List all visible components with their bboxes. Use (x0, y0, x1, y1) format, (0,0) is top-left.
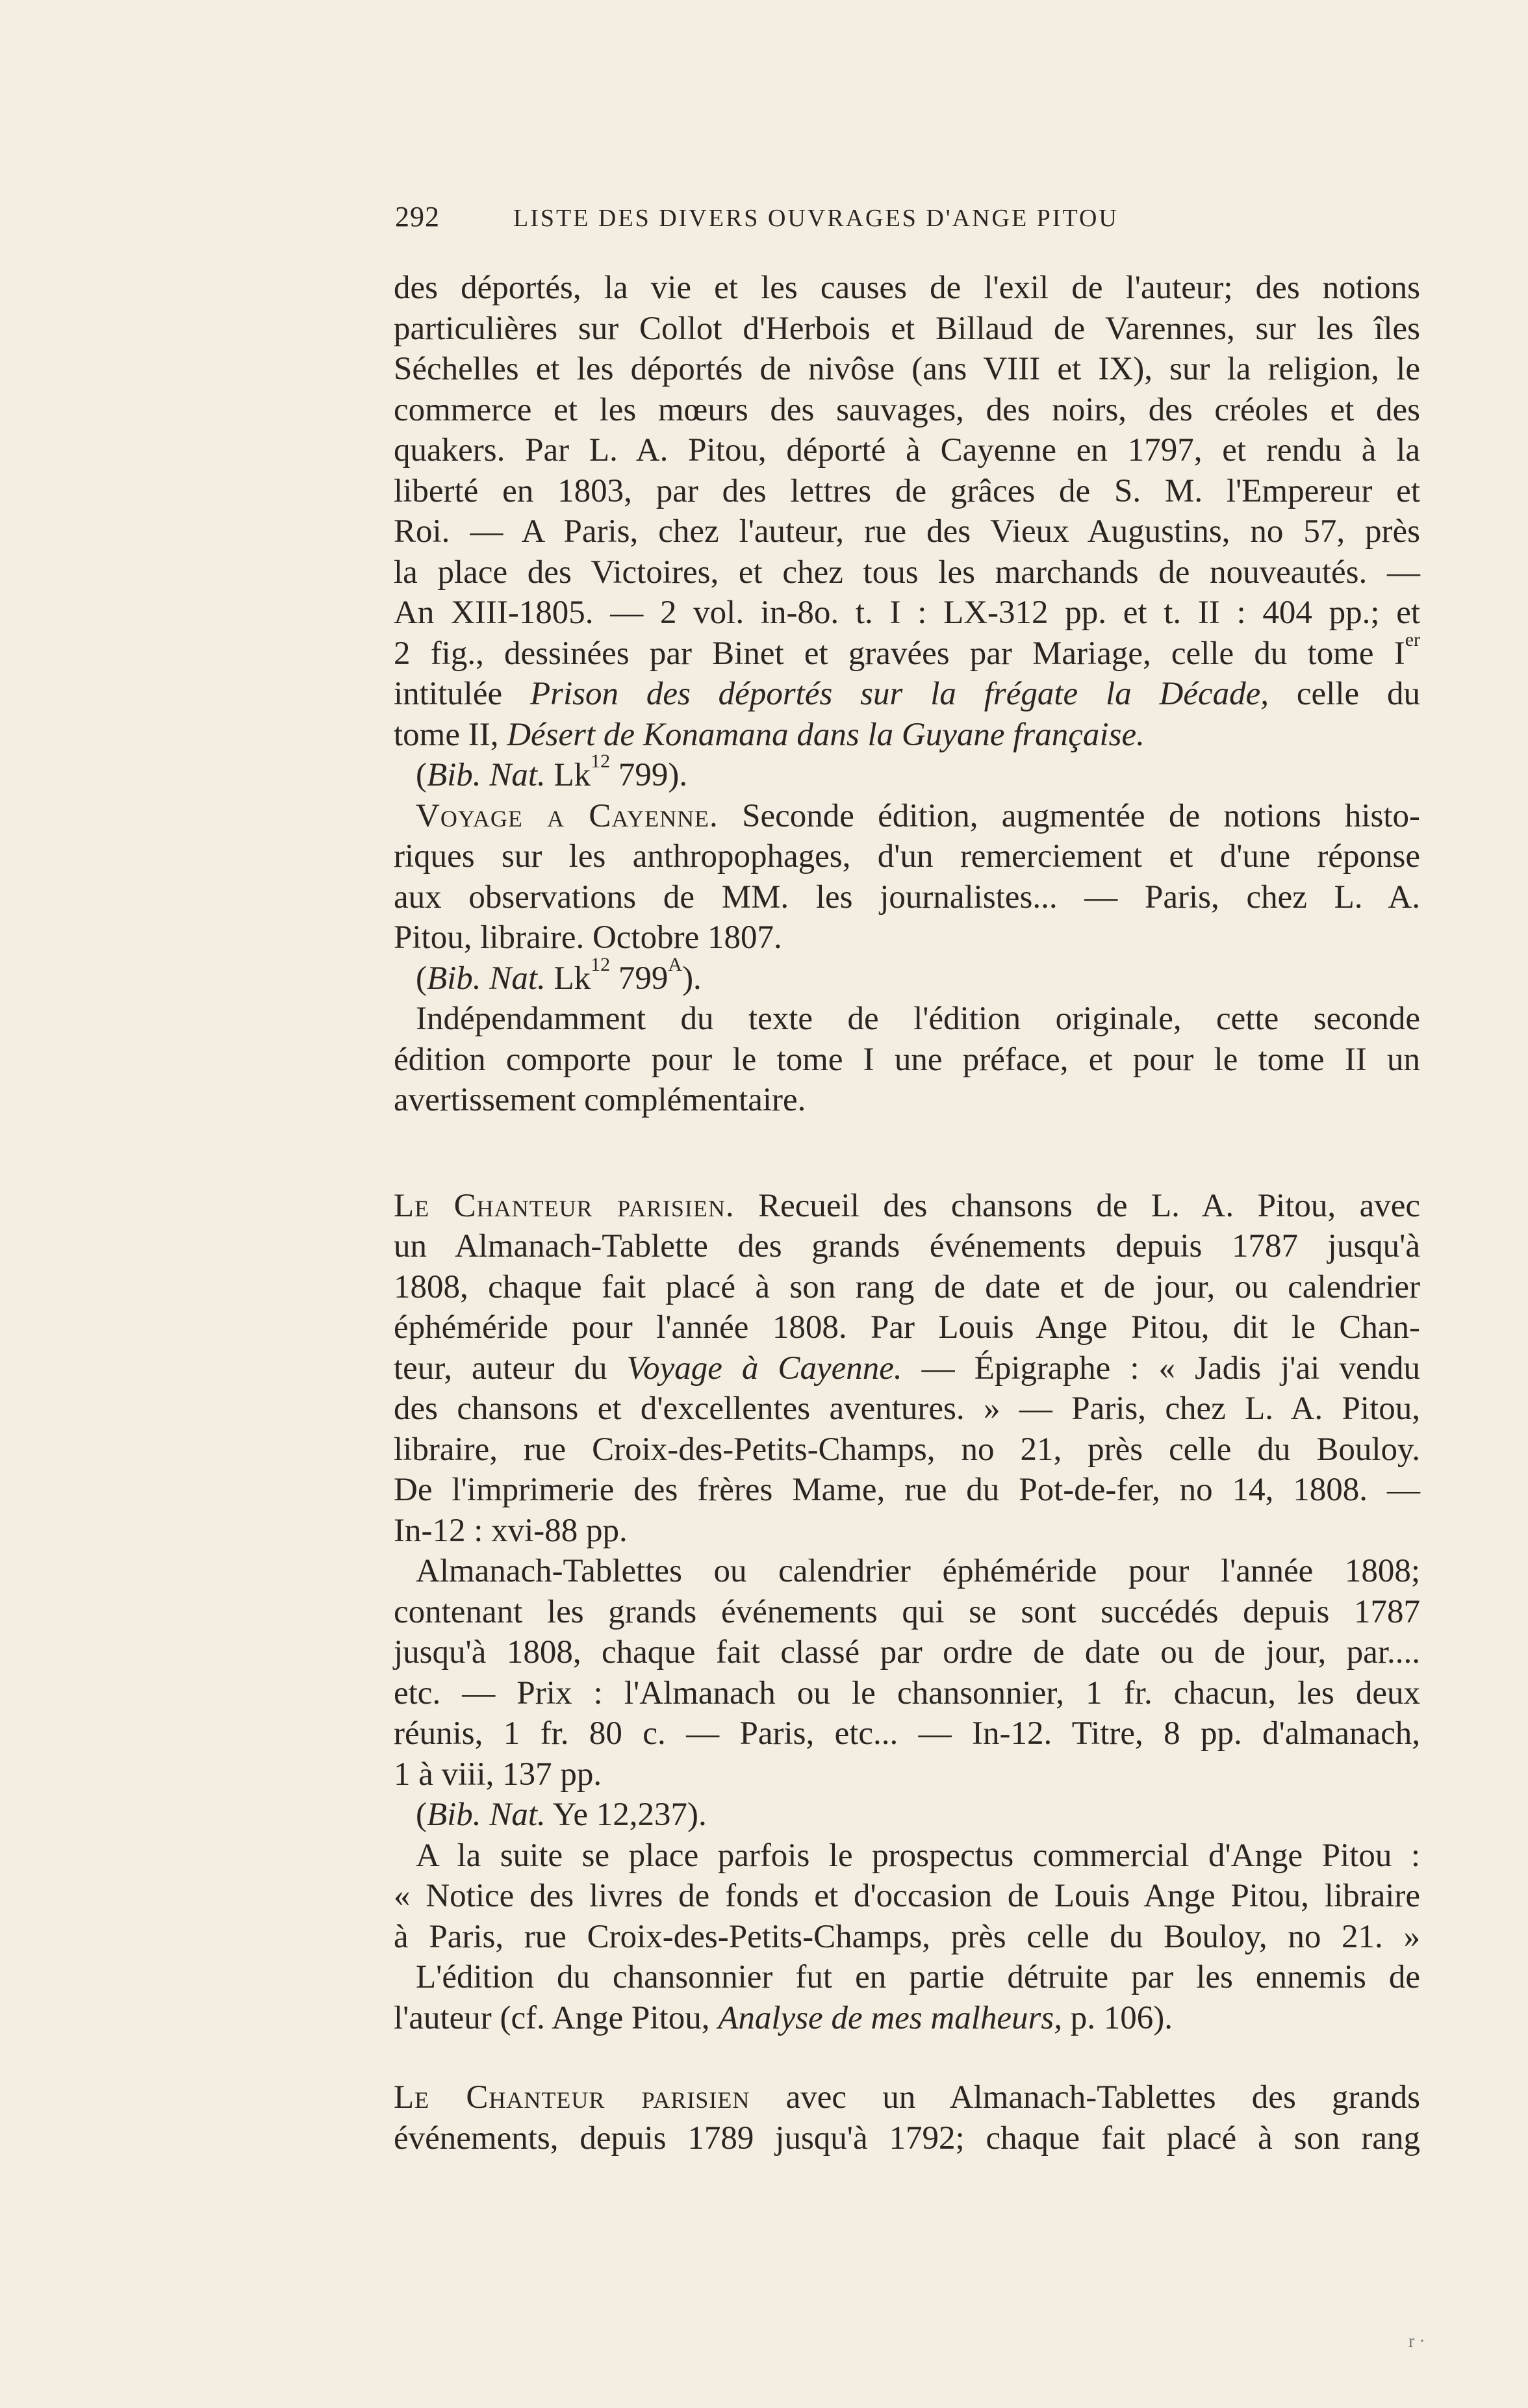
library-reference: (Bib. Nat. Lk$^{12}$ $799^A$). (416, 953, 702, 997)
text-line: De l'imprimerie des frères Mame, rue du Pot-de-fer, no 14, 1808. — (394, 1472, 1420, 1508)
text-line: « Notice des livres de fonds et d'occasion de Louis Ange Pitou, libraire (394, 1878, 1420, 1914)
text-line: L'édition du chansonnier fut en partie détruite par les ennemis de (416, 1959, 1420, 1995)
text-line: 2 fig., dessinées par Binet et gravées par Mariage, celle du tome Ier (394, 628, 1420, 672)
text-line: des chansons et d'excellentes aventures. » — Paris, chez L. A. Pitou, (394, 1390, 1420, 1427)
text-line: Le Chanteur parisien avec un Almanach-Tablettes des grands (394, 2079, 1421, 2116)
entry-voyage-cayenne (394, 268, 1420, 796)
text-line: In-12 : xvi-88 pp. (394, 1512, 628, 1549)
text-line: commerce et les mœurs des sauvages, des noirs, des créoles et des (394, 391, 1420, 428)
text-line: teur, auteur du Voyage à Cayenne. — Épigraphe : « Jadis j'ai vendu (394, 1350, 1420, 1387)
text-line: quakers. Par L. A. Pitou, déporté à Cayenne en 1797, et rendu à la (394, 432, 1420, 468)
text-line: 1 à viii, 137 pp. (394, 1756, 602, 1793)
library-reference: (Bib. Nat. Lk$^{12}$ 799). (416, 750, 688, 793)
text-line: aux observations de MM. les journalistes... — Paris, chez L. A. (394, 878, 1420, 916)
text-line: A la suite se place parfois le prospectus commercial d'Ange Pitou : (416, 1837, 1420, 1874)
text-line: An XIII-1805. — 2 vol. in-8o. t. I : LX-312 pp. et t. II : 404 pp.; et (394, 595, 1420, 631)
entry-title: Voyage a Cayenne. (416, 797, 719, 834)
text-line: avertissement complémentaire. (394, 1082, 806, 1118)
text-line: à Paris, rue Croix-des-Petits-Champs, près celle du Bouloy, no 21. » (394, 1918, 1420, 1955)
text-line: Pitou, libraire. Octobre 1807. (394, 919, 782, 956)
text-line: 1808, chaque fait placé à son rang de date et de jour, ou calendrier (394, 1268, 1420, 1305)
text-line: libraire, rue Croix-des-Petits-Champs, no 21, près celle du Bouloy. (394, 1431, 1420, 1468)
text-line: un Almanach-Tablette des grands événements depuis 1787 jusqu'à (394, 1228, 1420, 1264)
text-line: Le Chanteur parisien. Recueil des chansons de L. A. Pitou, avec (394, 1187, 1420, 1224)
entry-chanteur-parisien (394, 1186, 1420, 2039)
text-line: Almanach-Tablettes ou calendrier éphéméride pour l'année 1808; (416, 1553, 1420, 1589)
entry-chanteur-parisien-almanach (394, 2077, 1420, 2158)
text-line: des déportés, la vie et les causes de l'exil de l'auteur; des notions (394, 270, 1420, 306)
text-line: la place des Victoires, et chez tous les marchands de nouveautés. — (394, 554, 1420, 591)
text-line: riques sur les anthropophages, d'un remerciement et d'une réponse (394, 838, 1420, 875)
library-reference: (Bib. Nat. Ye 12,237). (416, 1797, 707, 1833)
entry-voyage-cayenne-second-edition (394, 796, 1420, 1121)
entry-title: Le Chanteur parisien. (394, 1187, 735, 1224)
corner-mark: r · (1408, 2331, 1425, 2351)
text-line: etc. — Prix : l'Almanach ou le chansonnier, 1 fr. chacun, les deux (394, 1674, 1420, 1711)
entry-title: Le Chanteur parisien (394, 2079, 750, 2116)
text-line: tome II, Désert de Konamana dans la Guyane française. (394, 716, 1145, 753)
text-line: Voyage a Cayenne. Seconde édition, augmentée de notions histo- (416, 797, 1420, 834)
page-number: 292 (395, 201, 440, 233)
text-line: particulières sur Collot d'Herbois et Billaud de Varennes, sur les îles (394, 310, 1420, 347)
text-line: Roi. — A Paris, chez l'auteur, rue des Vieux Augustins, no 57, près (394, 513, 1420, 550)
text-line: l'auteur (cf. Ange Pitou, Analyse de mes malheurs, p. 106). (394, 1999, 1173, 2036)
text-line: intitulée Prison des déportés sur la frégate la Décade, celle du (394, 676, 1421, 712)
running-header (395, 200, 1240, 233)
text-line: Indépendamment du texte de l'édition originale, cette seconde (416, 1001, 1420, 1037)
text-line: contenant les grands événements qui se sont succédés depuis 1787 (394, 1593, 1420, 1630)
text-line: événements, depuis 1789 jusqu'à 1792; chaque fait placé à son rang (394, 2120, 1420, 2157)
running-title: LISTE DES DIVERS OUVRAGES D'ANGE PITOU (513, 205, 1119, 232)
text-line: réunis, 1 fr. 80 c. — Paris, etc... — In-12. Titre, 8 pp. d'almanach, (394, 1715, 1420, 1752)
text-line: liberté en 1803, par des lettres de grâces de S. M. l'Empereur et (394, 472, 1420, 509)
body-text (394, 268, 1420, 2158)
text-line: édition comporte pour le tome I une préface, et pour le tome II un (394, 1041, 1420, 1078)
text-line: Séchelles et les déportés de nivôse (ans VIII et IX), sur la religion, le (394, 351, 1420, 387)
text-line: jusqu'à 1808, chaque fait classé par ordre de date ou de jour, par.... (394, 1634, 1420, 1671)
text-line: éphéméride pour l'année 1808. Par Louis Ange Pitou, dit le Chan- (394, 1309, 1420, 1346)
